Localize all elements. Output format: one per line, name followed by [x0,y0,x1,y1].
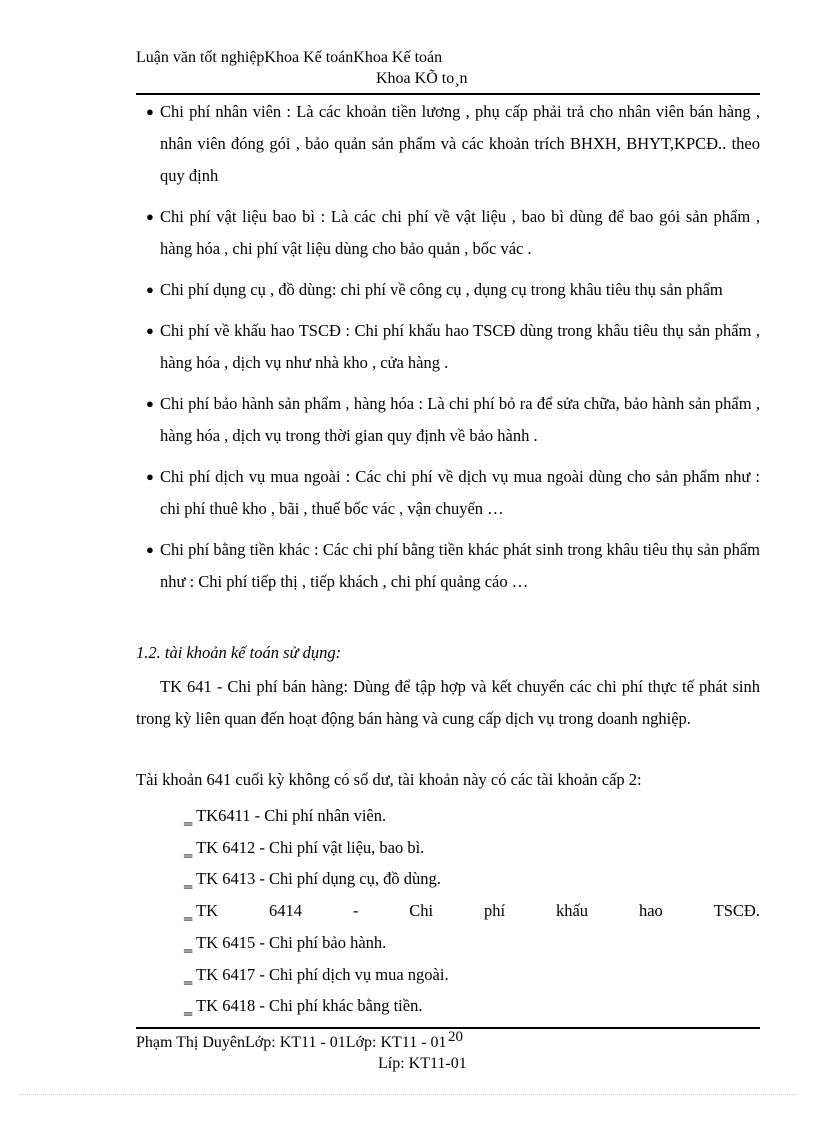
account-word: 6414 [268,901,302,921]
section-heading: 1.2. tài khoản kế toán sử dụng: [136,643,342,662]
account-word: Chi [409,901,434,921]
account-word: hao [638,901,663,921]
bullet-item [136,534,760,598]
page-number: 20 [448,1029,463,1045]
bullet-item [136,274,760,306]
section-paragraph: TK 641 - Chi phí bán hàng: Dùng để tập hợp và kết chuyển các chi phí thực tế phát sinh trong kỳ liên quan đến hoạt động bán hàng và cung cấp dịch vụ trong doanh nghiệp. [136,677,760,728]
account-item: ‗ TK 6415 - Chi phí bảo hành. [184,932,387,952]
bullet-item [136,388,760,452]
account-item: ‗ TK 6417 - Chi phí dịch vụ mua ngoài. [184,964,449,984]
bullet-text: Chi phí vật liệu bao bì : Là các chi phí về vật liệu , bao bì dùng để bao gói sản phẩm , hàng hóa , chi phí vật liệu dùng cho bảo quản , bốc vác . [160,207,760,258]
bullet-dot-icon: ● [146,282,154,297]
bullet-text: Chi phí bằng tiền khác : Các chi phí bằng tiền khác phát sinh trong khâu tiêu thụ sản phẩm như : Chi phí tiếp thị , tiếp khách , chi phí quảng cáo … [160,540,760,591]
bullet-dot-icon: ● [146,323,154,338]
header-rule [136,93,760,95]
account-item: ‗ TK 6412 - Chi phí vật liệu, bao bì. [184,837,425,857]
footer-author: Phạm Thị DuyênLớp: KT11 - 01Lớp: KT11 - 01 [136,1034,447,1051]
footer-class: Líp: KT11-01 [378,1055,467,1072]
bullet-dot-icon: ● [146,542,154,557]
account-word: - [352,901,359,921]
bullet-dot-icon: ● [146,469,154,484]
header-subtitle: Khoa KÕ to¸n [376,70,468,87]
bullet-dot-icon: ● [146,104,154,119]
header-title: Luận văn tốt nghiệpKhoa Kế toánKhoa Kế toán [136,49,443,66]
bullet-item [136,461,760,525]
bullet-dot-icon: ● [146,396,154,411]
bullet-item [136,96,760,192]
bullet-item [136,315,760,379]
account-word: ‗ TK [184,901,219,921]
account-word: phí [483,901,506,921]
account-item: ‗ TK6411 - Chi phí nhân viên. [184,806,387,825]
bullet-text: Chi phí dịch vụ mua ngoài : Các chi phí về dịch vụ mua ngoài dùng cho sản phẩm như : chi phí thuê kho , bãi , thuế bốc vác , vận chuyển … [160,467,760,518]
bullet-item [136,201,760,265]
account-word: khấu [555,901,589,921]
account-word: TSCĐ. [713,901,760,921]
bullet-dot-icon: ● [146,209,154,224]
account-item: ‗ TK 6413 - Chi phí dụng cụ, đồ dùng. [184,869,441,889]
bullet-text: Chi phí dụng cụ , đồ dùng: chi phí về công cụ , dụng cụ trong khâu tiêu thụ sản phẩm [160,280,723,299]
bullet-text: Chi phí nhân viên : Là các khoản tiền lương , phụ cấp phải trả cho nhân viên bán hàng , nhân viên đóng gói , bảo quản sản phẩm và các khoản trích BHXH, BHYT,KPCĐ.. theo quy định [160,102,760,185]
page-boundary-divider [20,1094,796,1095]
cost-bullet-list [136,96,760,607]
section-intro: Tài khoản 641 cuối kỳ không có số dư, tài khoản này có các tài khoản cấp 2: [136,770,642,789]
account-item: ‗ TK 6418 - Chi phí khác bằng tiền. [184,996,423,1016]
sub-account-list [184,800,760,1022]
account-item [184,895,760,927]
bullet-text: Chi phí bảo hành sản phẩm , hàng hóa : Là chi phí bỏ ra để sửa chữa, bảo hành sản phẩm , hàng hóa , dịch vụ trong thời gian quy định về bảo hành . [160,394,760,445]
bullet-text: Chi phí về khấu hao TSCĐ : Chi phí khấu hao TSCĐ dùng trong khâu tiêu thụ sản phẩm , hàng hóa , dịch vụ như nhà kho , cửa hàng . [160,321,760,372]
